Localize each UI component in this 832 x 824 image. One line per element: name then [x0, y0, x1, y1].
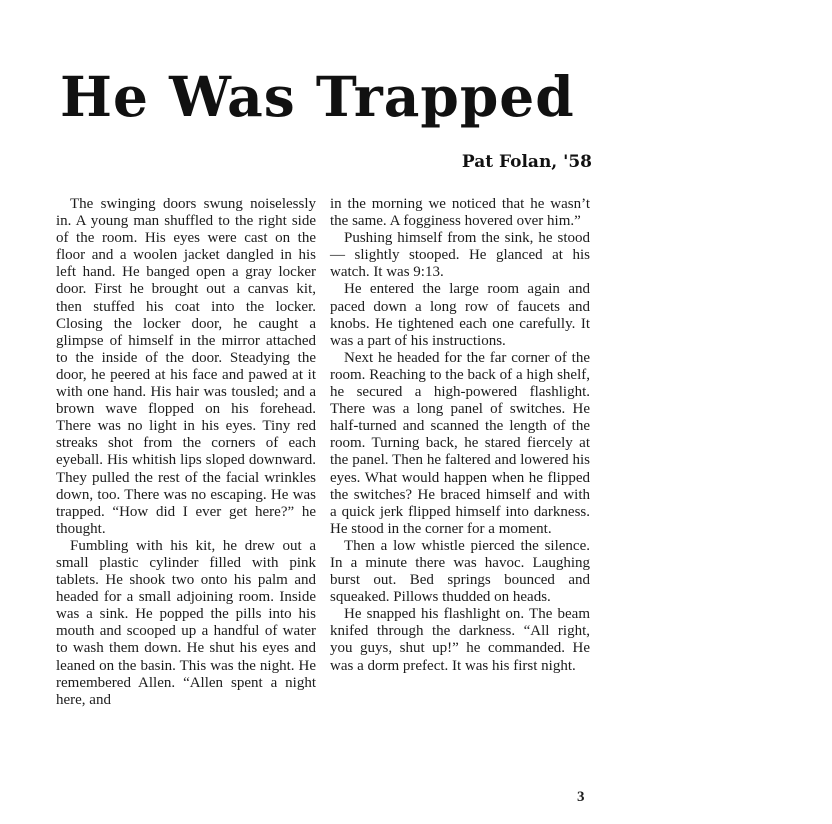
paragraph: Pushing himself from the sink, he stood — slightly stooped. He glanced at his watch. It was 9:13. [330, 230, 590, 281]
left-column [56, 196, 316, 709]
article-title: He Was Trapped [60, 64, 575, 129]
paragraph: He entered the large room again and paced down a long row of faucets and knobs. He tightened each one carefully. It was a part of his instructions. [330, 281, 590, 349]
paragraph: He snapped his flashlight on. The beam knifed through the darkness. “All right, you guys, shut up!” he commanded. He was a dorm prefect. It was his first night. [330, 606, 590, 674]
page-number: 3 [577, 789, 585, 805]
right-column [330, 196, 590, 675]
paragraph: Next he headed for the far corner of the room. Reaching to the back of a high shelf, he secured a high-powered flashlight. There was a long panel of switches. He half-turned and scanned the length of the room. Turning back, he stared fiercely at the panel. Then he faltered and lowered his eyes. What would happen when he flipped the switches? He braced himself and with a quick jerk flipped himself into darkness. He stood in the corner for a moment. [330, 349, 590, 537]
paragraph: Then a low whistle pierced the silence. In a minute there was havoc. Laughing burst out. Bed springs bounced and squeaked. Pillows thudded on heads. [330, 537, 590, 606]
paragraph: Fumbling with his kit, he drew out a small plastic cylinder filled with pink tablets. He shook two onto his palm and headed for a small adjoining room. Inside was a sink. He popped the pills into his mouth and scooped up a handful of water to wash them down. He shut his eyes and leaned on the basin. This was the night. He remembered Allen. “Allen spent a night here, and [56, 537, 316, 708]
paragraph-continuation: in the morning we noticed that he wasn’t the same. A fogginess hovered over him.” [330, 196, 590, 230]
article-byline: Pat Folan, '58 [461, 152, 592, 172]
paragraph: The swinging doors swung noiselessly in. A young man shuffled to the right side of the room. His eyes were cast on the floor and a woolen jacket dangled in his left hand. He banged open a gray locker door. First he brought out a canvas kit, then stuffed his coat into the locker. Closing the locker door, he caught a glimpse of himself in the mirror attached to the inside of the door. Steadying the door, he peered at his face and pawed at it with one hand. His hair was tousled; and a brown wave flopped on his forehead. There was no light in his eyes. Tiny red streaks shot from the corners of each eyeball. His whitish lips sloped downward. They pulled the rest of the facial wrinkles down, too. There was no escaping. He was trapped. “How did I ever get here?” he thought. [56, 196, 316, 537]
